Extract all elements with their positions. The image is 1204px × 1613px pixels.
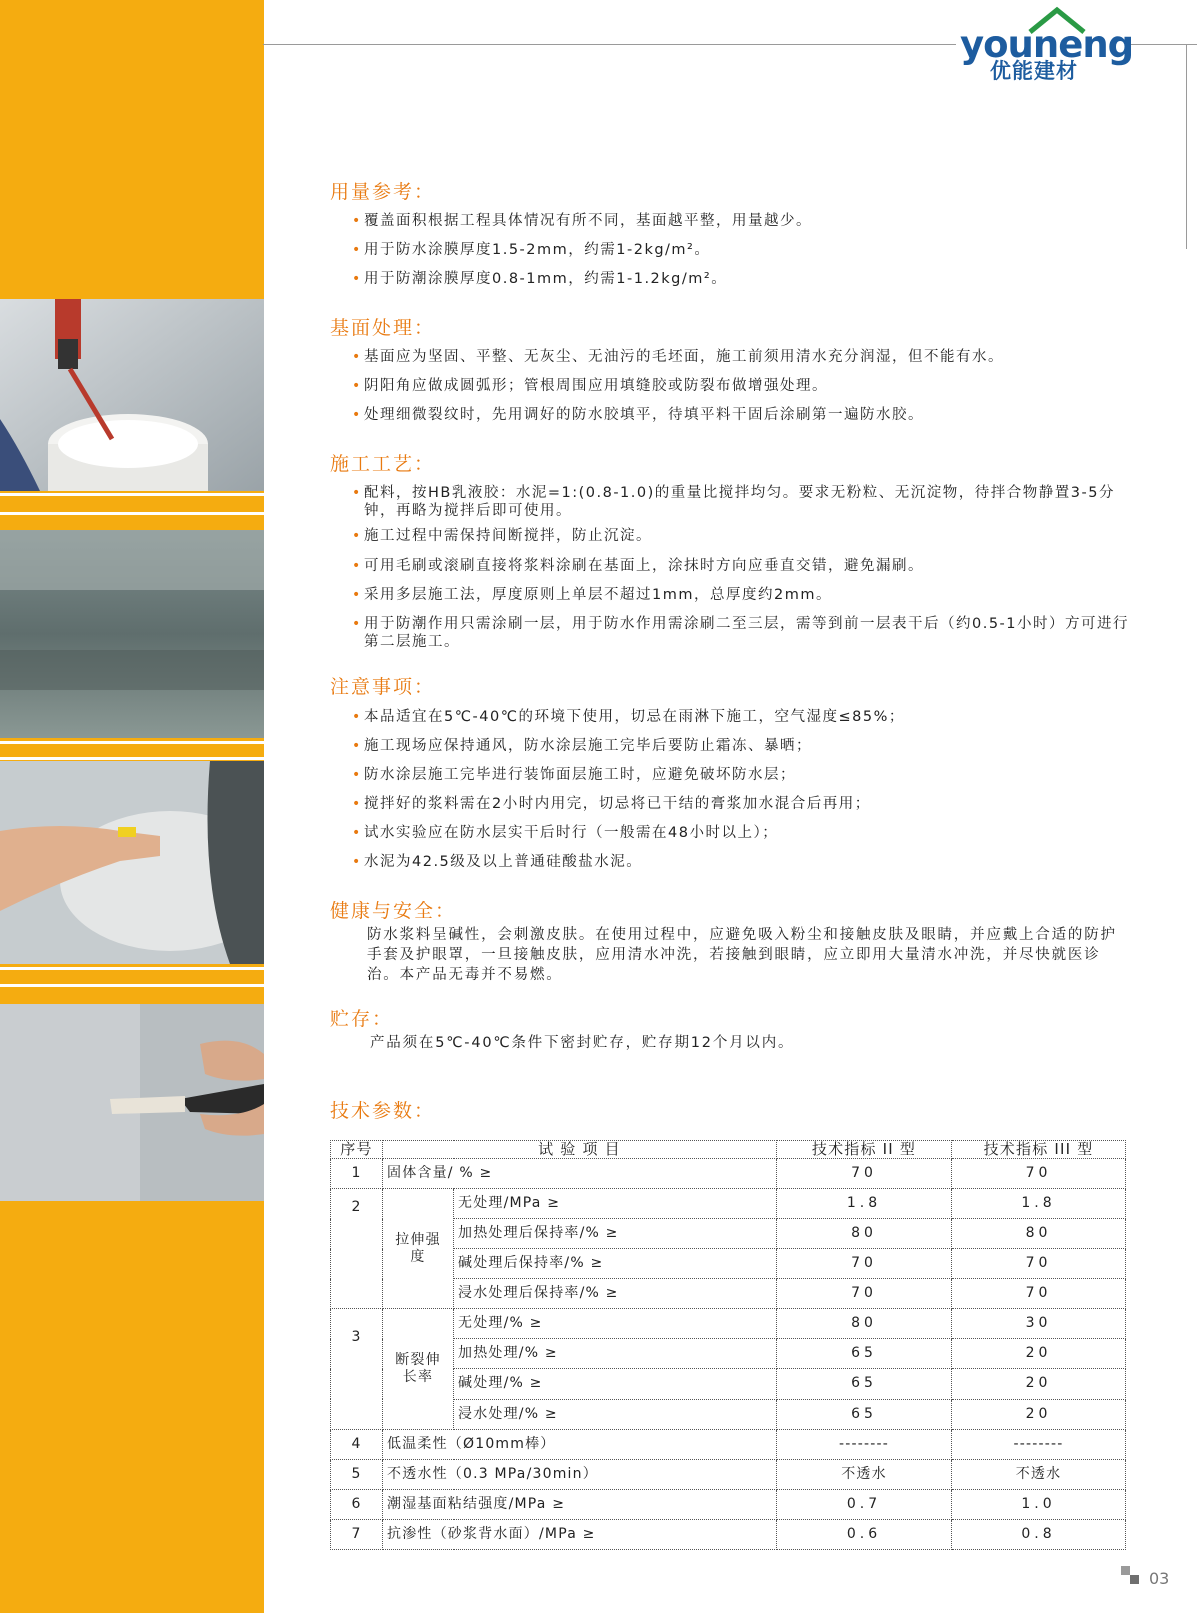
- band-divider: [0, 757, 264, 760]
- brand-logo: [956, 6, 1134, 88]
- list-item: • 用于防潮作用只需涂刷一层，用于防水作用需涂刷二至三层，需等到前一层表干后（约0.5-1小时）方可进行第二层施工。: [364, 615, 1130, 651]
- photo-hand-brushing: [0, 761, 264, 964]
- page-marker-icon: [1121, 1566, 1130, 1575]
- row-value-type3: 不透水: [952, 1459, 1126, 1489]
- band-divider: [0, 741, 264, 744]
- list-item: • 搅拌好的浆料需在2小时内用完，切忌将已干结的膏浆加水混合后再用；: [364, 795, 1130, 813]
- list-item: • 配料，按HB乳液胶：水泥=1:(0.8-1.0)的重量比搅拌均匀。要求无粉粒、无沉淀物，待拌合物静置3-5分钟，再略为搅拌后即可使用。: [364, 484, 1130, 520]
- page-number: 03: [1149, 1569, 1170, 1588]
- section-title-base: 基面处理：: [330, 317, 436, 339]
- row-value-type3: 1.8: [952, 1189, 1126, 1219]
- row-item: 无处理/MPa ≥: [454, 1189, 777, 1219]
- band-divider: [0, 984, 264, 987]
- band-divider: [0, 512, 264, 515]
- list-item: • 防水涂层施工完毕进行装饰面层施工时，应避免破坏防水层；: [364, 766, 1130, 784]
- row-value-type2: 1.8: [777, 1189, 952, 1219]
- table-row: [331, 1429, 1126, 1459]
- row-value-type2: 80: [777, 1309, 952, 1339]
- row-value-type2: 70: [777, 1279, 952, 1309]
- list-item: • 用于防水涂膜厚度1.5-2mm，约需1-2kg/m²。: [364, 241, 1130, 259]
- table-row: [331, 1159, 1126, 1189]
- row-no: 1: [331, 1159, 383, 1189]
- list-item: • 可用毛刷或滚刷直接将浆料涂刷在基面上，涂抹时方向应垂直交错，避免漏刷。: [364, 557, 1130, 575]
- section-title-health: 健康与安全：: [330, 900, 457, 922]
- logo-wordmark: youneng: [960, 23, 1134, 66]
- row-value-type2: 0.6: [777, 1519, 952, 1549]
- row-value-type3: 70: [952, 1249, 1126, 1279]
- list-item: • 本品适宜在5℃-40℃的环境下使用，切忌在雨淋下施工，空气湿度≤85%；: [364, 708, 1130, 726]
- list-item: • 覆盖面积根据工程具体情况有所不同，基面越平整，用量越少。: [364, 212, 1130, 230]
- row-value-type3: 80: [952, 1219, 1126, 1249]
- header-type2: 技术指标 II 型: [777, 1141, 952, 1159]
- header-item: 试 验 项 目: [383, 1141, 777, 1159]
- page-marker-icon: [1130, 1575, 1139, 1584]
- photo-mixing-bucket: [0, 299, 264, 491]
- table-row: [331, 1309, 1126, 1339]
- row-item: 固体含量/ % ≥: [383, 1159, 777, 1189]
- row-no: 7: [331, 1519, 383, 1549]
- photo-brush-coating: [0, 1004, 264, 1201]
- row-value-type3: 20: [952, 1399, 1126, 1429]
- row-group-label: 断裂伸长率: [383, 1309, 454, 1429]
- header-rule-vertical: [1186, 44, 1187, 249]
- list-item: • 阴阳角应做成圆弧形；管根周围应用填缝胶或防裂布做增强处理。: [364, 377, 1130, 395]
- list-item: • 用于防潮涂膜厚度0.8-1mm，约需1-1.2kg/m²。: [364, 270, 1130, 288]
- row-no: 4: [331, 1429, 383, 1459]
- section-title-dosage: 用量参考：: [330, 181, 436, 203]
- row-value-type2: 80: [777, 1219, 952, 1249]
- row-value-type2: 65: [777, 1399, 952, 1429]
- list-item: • 试水实验应在防水层实干后时行（一般需在48小时以上）；: [364, 824, 1130, 842]
- health-paragraph: 防水浆料呈碱性，会刺激皮肤。在使用过程中，应避免吸入粉尘和接触皮肤及眼睛，并应戴上合适的防护手套及护眼罩，一旦接触皮肤，应用清水冲洗，若接触到眼睛，应立即用大量清水冲洗，并尽快就医诊治。本产品无毒并不易燃。: [367, 927, 1117, 983]
- row-no: 2: [331, 1189, 383, 1309]
- section-title-storage: 贮存：: [330, 1008, 394, 1030]
- list-item: • 施工过程中需保持间断搅拌，防止沉淀。: [364, 527, 1130, 545]
- row-item: 加热处理后保持率/% ≥: [454, 1219, 777, 1249]
- row-value-type3: --------: [952, 1429, 1126, 1459]
- list-item: • 水泥为42.5级及以上普通硅酸盐水泥。: [364, 853, 1130, 871]
- row-value-type2: 65: [777, 1339, 952, 1369]
- table-row: [331, 1489, 1126, 1519]
- row-value-type2: 70: [777, 1159, 952, 1189]
- table-header-row: [331, 1141, 1126, 1159]
- storage-paragraph: 产品须在5℃-40℃条件下密封贮存，贮存期12个月以内。: [370, 1035, 795, 1051]
- row-value-type2: --------: [777, 1429, 952, 1459]
- row-item: 碱处理后保持率/% ≥: [454, 1249, 777, 1279]
- list-item: • 处理细微裂纹时，先用调好的防水胶填平，待填平料干固后涂刷第一遍防水胶。: [364, 406, 1130, 424]
- row-item: 碱处理/% ≥: [454, 1369, 777, 1399]
- row-no: 6: [331, 1489, 383, 1519]
- section-title-tech: 技术参数：: [330, 1100, 436, 1122]
- row-value-type3: 0.8: [952, 1519, 1126, 1549]
- row-item: 加热处理/% ≥: [454, 1339, 777, 1369]
- row-item: 潮湿基面粘结强度/MPa ≥: [383, 1489, 777, 1519]
- row-value-type3: 70: [952, 1279, 1126, 1309]
- photo-wall-surface: [0, 530, 264, 738]
- row-item: 抗渗性（砂浆背水面）/MPa ≥: [383, 1519, 777, 1549]
- row-value-type2: 65: [777, 1369, 952, 1399]
- list-item: • 基面应为坚固、平整、无灰尘、无油污的毛坯面，施工前须用清水充分润湿，但不能有水。: [364, 348, 1130, 366]
- table-row: [331, 1519, 1126, 1549]
- row-value-type3: 30: [952, 1309, 1126, 1339]
- table-row: [331, 1459, 1126, 1489]
- row-item: 无处理/% ≥: [454, 1309, 777, 1339]
- table-row: [331, 1189, 1126, 1219]
- row-item: 浸水处理/% ≥: [454, 1399, 777, 1429]
- band-divider: [0, 493, 264, 496]
- row-no: 3: [331, 1309, 383, 1429]
- row-value-type3: 1.0: [952, 1489, 1126, 1519]
- list-item: • 采用多层施工法，厚度原则上单层不超过1mm，总厚度约2mm。: [364, 586, 1130, 604]
- row-item: 低温柔性（Ø10mm棒）: [383, 1429, 777, 1459]
- header-no: 序号: [331, 1141, 383, 1159]
- row-item: 浸水处理后保持率/% ≥: [454, 1279, 777, 1309]
- row-item: 不透水性（0.3 MPa/30min）: [383, 1459, 777, 1489]
- list-item: • 施工现场应保持通风，防水涂层施工完毕后要防止霜冻、暴晒；: [364, 737, 1130, 755]
- section-title-notes: 注意事项：: [330, 676, 436, 698]
- row-value-type3: 20: [952, 1339, 1126, 1369]
- header-type3: 技术指标 III 型: [952, 1141, 1126, 1159]
- section-title-process: 施工工艺：: [330, 453, 436, 475]
- row-value-type2: 0.7: [777, 1489, 952, 1519]
- tech-spec-table: [330, 1140, 1125, 1550]
- row-value-type3: 20: [952, 1369, 1126, 1399]
- row-value-type2: 不透水: [777, 1459, 952, 1489]
- row-no: 5: [331, 1459, 383, 1489]
- band-divider: [0, 967, 264, 970]
- row-value-type3: 70: [952, 1159, 1126, 1189]
- logo-chinese: 优能建材: [990, 59, 1078, 83]
- row-group-label: 拉伸强度: [383, 1189, 454, 1309]
- row-value-type2: 70: [777, 1249, 952, 1279]
